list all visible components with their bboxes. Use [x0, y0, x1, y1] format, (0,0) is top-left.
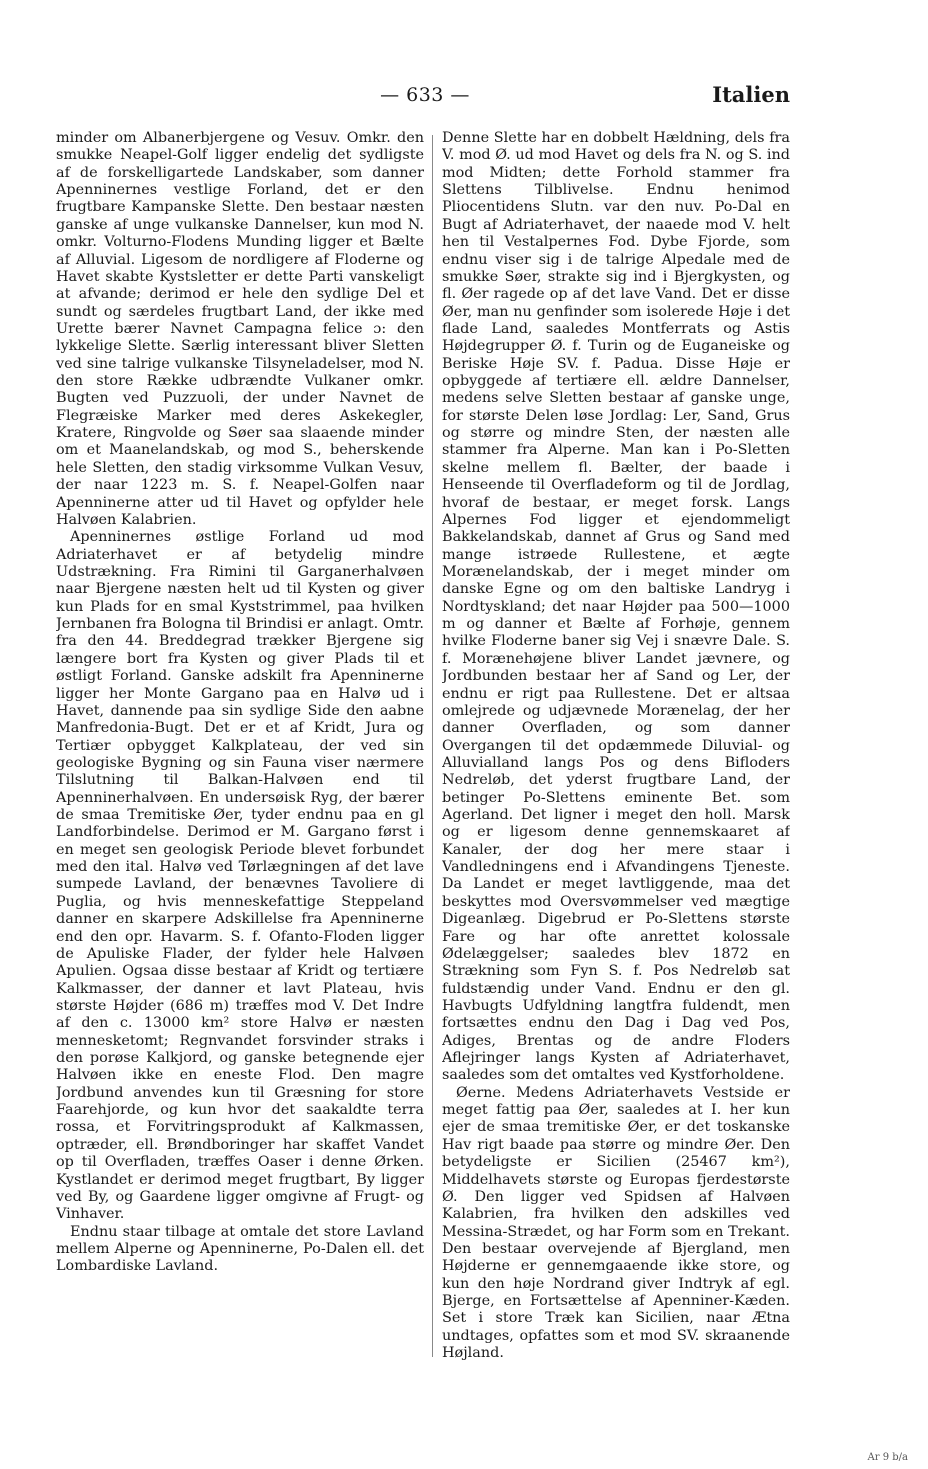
corner-mark: Ar 9 b/a: [867, 1452, 908, 1463]
paragraph: Øerne. Medens Adriaterhavets Vestside er meget fattig paa Øer, saaledes at I. her kun ejer de smaa tremitiske Øer, er det toskanske Hav rigt baade paa større og mindre Øer. Den betydeligste er Sicilien (25467 km²), Middelhavets største og Europas fjerdestørste Ø. Den ligger ved Spidsen af Halvøen Kalabrien, fra hvilken den adskilles ved Messina-Strædet, og har Form som en Trekant. Den bestaar overvejende af Bjergland, men Højderne er gennemgaaende ikke store, og kun den høje Nordrand giver Indtryk af egl. Bjerge, en Fortsættelse af Apenniner-Kæden. Set i store Træk kan Sicilien, naar Ætna undtages, opfattes som et mod SV. skraanende Højland.: [442, 1084, 790, 1362]
paragraph: Endnu staar tilbage at omtale det store Lavland mellem Alperne og Apenninerne, Po-Dalen ell. det Lombardiske Lavland.: [56, 1223, 424, 1275]
column-divider: [432, 135, 433, 1357]
paragraph: Denne Slette har en dobbelt Hældning, dels fra V. mod Ø. ud mod Havet og dels fra N. og S. ind mod Midten; dette Forhold stammer fra Slettens Tilblivelse. Endnu henimod Pliocentidens Slutn. var den nuv. Po-Dal en Bugt af Adriaterhavet, der naaede mod V. helt hen til Vestalpernes Fod. Dybe Fjorde, som endnu viser sig i de talrige Alpedale med de smukke Søer, strakte sig ind i Bjergkysten, og fl. Øer ragede op af det lave Vand. Det er disse Øer, man nu genfinder som isolerede Høje i det flade Land, saaledes Montferrats og Astis Højdegrupper Ø. f. Turin og de Euganeiske og Beriske Høje SV. f. Padua. Disse Høje er opbyggede af tertiære ell. ældre Dannelser, medens selve Sletten bestaar af ganske unge, for største Delen løse Jordlag: Ler, Sand, Grus og større og mindre Sten, der næsten alle stammer fra Alperne. Man kan i Po-Sletten skelne mellem fl. Bælter, der baade i Henseende til Overfladeform og til de Jordlag, hvoraf de bestaar, er meget forsk. Langs Alpernes Fod ligger et ejendommeligt Bakkelandskab, dannet af Grus og Sand med mange istrøede Rullestene, et ægte Morænelandskab, der i meget minder om danske Egne og om den baltiske Landryg i Nordtyskland; det naar Højder paa 500—1000 m og danner et Bælte af Forhøje, gennem hvilke Floderne baner sig Vej i snævre Dale. S. f. Morænehøjene bliver Landet jævnere, og Jordbunden bestaar her af Sand og Ler, der endnu er rigt paa Rullestene. Det er altsaa omlejrede og udjævnede Morænelag, der her danner Overfladen, og som danner Overgangen til det opdæmmede Diluvial- og Alluvialland langs Pos og dens Bifloders Nedreløb, det yderst frugtbare Land, der betinger Po-Slettens eminente Bet. som Agerland. Det ligner i meget den holl. Marsk og er ligesom denne gennemskaaret af Kanaler, der dog her mere staar i Vandledningens end i Afvandingens Tjeneste. Da Landet er meget lavtliggende, maa det beskyttes mod Oversvømmelser ved mægtige Digeanlæg. Digebrud er Po-Slettens største Fare og har ofte anrettet kolossale Ødelæggelser; saaledes blev 1872 en Strækning som Fyn S. f. Pos Nedreløb sat fuldstændig under Vand. Endnu er den gl. Havbugts Udfyldning langtfra fuldendt, men fortsættes endnu den Dag i Dag ved Pos, Adiges, Brentas og de andre Floders Aflejringer langs Kysten af Adriaterhavet, saaledes som det omtaltes ved Kystforholdene.: [442, 130, 790, 1084]
page-header: [60, 82, 790, 116]
paragraph: Apenninernes østlige Forland ud mod Adriaterhavet er af betydelig mindre Udstrækning. Fra Rimini til Garganerhalvøen naar Bjergene næsten helt ud til Kysten og giver kun Plads for en smal Kyststrimmel, paa hvilken Jernbanen fra Bologna til Brindisi er anlagt. Omtr. fra den 44. Breddegrad trækker Bjergene sig længere bort fra Kysten og giver Plads til et østligt Forland. Ganske adskilt fra Apenninerne ligger her Monte Gargano paa en Halvø ud i Havet, dannende paa sin sydlige Side den aabne Manfredonia-Bugt. Det er et af Kridt, Jura og Tertiær opbygget Kalkplateau, der ved sin geologiske Bygning og sin Fauna viser nærmere Tilslutning til Balkan-Halvøen end til Apenninerhalvøen. En undersøisk Ryg, der bærer de smaa Tremitiske Øer, tyder endnu paa en gl Landforbindelse. Derimod er M. Gargano først i en meget sen geologisk Periode blevet forbundet med den ital. Halvø ved Tørlægningen af det lave sumpede Lavland, der benævnes Tavoliere di Puglia, og hvis menneskefattige Steppeland danner en skarpere Adskillelse fra Apenninerne end den opr. Havarm. S. f. Ofanto-Floden ligger de Apuliske Flader, der fylder hele Halvøen Apulien. Ogsaa disse bestaar af Kridt og tertiære Kalkmasser, der danner et lavt Plateau, hvis største Højder (686 m) træffes mod V. Det Indre af den c. 13000 km² store Halvø er næsten mennesketomt; Regnvandet forsvinder straks i den porøse Kalkjord, og ganske betegnende ejer Halvøen ikke en eneste Flod. Den magre Jordbund anvendes kun til Græsning for store Faarehjorde, og kun hvor det saakaldte terra rossa, et Forvitringsprodukt af Kalkmassen, optræder, ell. Brøndboringer har skaffet Vandet op til Overfladen, træffes Oaser i denne Ørken. Kystlandet er derimod meget frugtbart, By ligger ved By, og Gaardene ligger omgivne af Frugt- og Vinhaver.: [56, 529, 424, 1223]
right-column: [442, 130, 790, 1365]
paragraph: minder om Albanerbjergene og Vesuv. Omkr. den smukke Neapel-Golf ligger endelig det sydligste af de forskelligartede Landskaber, som danner Apenninernes vestlige Forland, det er den frugtbare Kampanske Slette. Den bestaar næsten ganske af unge vulkanske Dannelser, kun mod N. omkr. Volturno-Flodens Munding ligger et Bælte af Alluvial. Ligesom de nordligere af Floderne og Havet skabte Kystsletter er dette Parti vanskeligt at afvande; derimod er hele den sydlige Del et sundt og særdeles frugtbart Land, der ikke med Urette bærer Navnet Campagna felice ɔ: den lykkelige Slette. Særlig interessant bliver Sletten ved sine talrige vulkanske Tilsyneladelser, mod N. den store Række udbrændte Vulkaner omkr. Bugten ved Puzzuoli, der under Navnet de Flegræiske Marker med deres Askekegler, Kratere, Ringvolde og Søer saa slaaende minder om et Maanelandskab, og mod S., beherskende hele Sletten, den stadig virksomme Vulkan Vesuv, der naar 1223 m. S. f. Neapel-Golfen naar Apenninerne atter ud til Havet og opfylder hele Halvøen Kalabrien.: [56, 130, 424, 528]
left-column: [56, 130, 424, 1365]
page-number: — 633 —: [380, 84, 470, 106]
running-title: Italien: [712, 82, 790, 107]
